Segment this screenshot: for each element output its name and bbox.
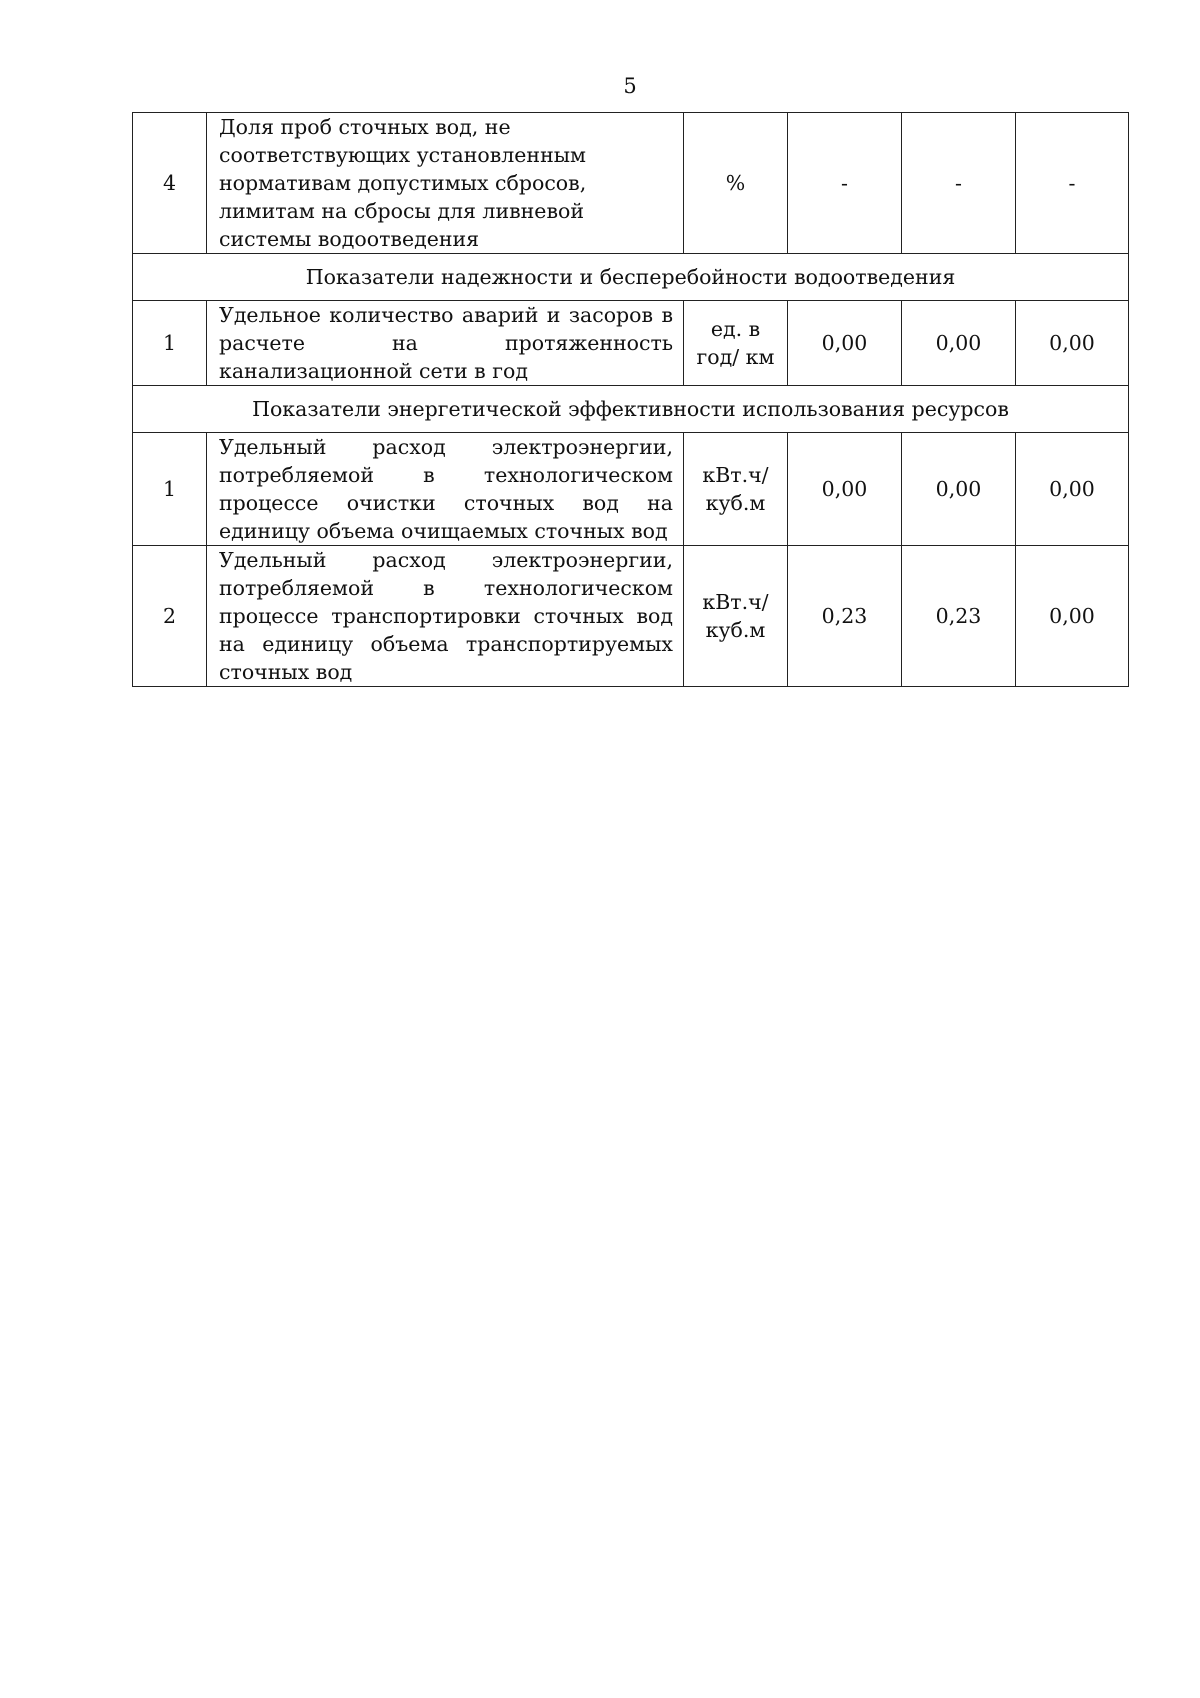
value-cell: 0,23 xyxy=(788,546,902,687)
unit-line: год/ км xyxy=(696,345,775,369)
indicator-description: Доля проб сточных вод, не соответствующих установленным нормативам допустимых сбросов, лимитам на сбросы для ливневой системы водоотведения xyxy=(207,113,684,254)
value-cell: 0,00 xyxy=(1016,433,1129,546)
row-number: 2 xyxy=(133,546,207,687)
indicator-description: Удельное количество аварий и засоров в расчете на протяженность канализационной сети в год xyxy=(207,301,684,386)
table-row xyxy=(133,301,1129,386)
page-number: 5 xyxy=(623,74,637,98)
value-cell: - xyxy=(902,113,1016,254)
indicator-description: Удельный расход электроэнергии, потребляемой в технологическом процессе очистки сточных вод на единицу объема очищаемых сточных вод xyxy=(207,433,684,546)
unit-line: кВт.ч/ xyxy=(702,463,769,487)
table-row xyxy=(133,113,1129,254)
row-number: 1 xyxy=(133,433,207,546)
indicators-table xyxy=(132,112,1129,687)
table-row xyxy=(133,433,1129,546)
unit-line: куб.м xyxy=(705,618,766,642)
value-cell: 0,00 xyxy=(1016,301,1129,386)
section-row xyxy=(133,386,1129,433)
unit-line: ед. в xyxy=(710,317,761,341)
value-cell: 0,00 xyxy=(788,433,902,546)
unit-cell xyxy=(684,433,788,546)
table-row xyxy=(133,546,1129,687)
value-cell: 0,00 xyxy=(902,433,1016,546)
unit-line: куб.м xyxy=(705,491,766,515)
unit-cell xyxy=(684,546,788,687)
value-cell: 0,00 xyxy=(902,301,1016,386)
value-cell: 0,00 xyxy=(1016,546,1129,687)
section-row xyxy=(133,254,1129,301)
row-number: 4 xyxy=(133,113,207,254)
unit-line: кВт.ч/ xyxy=(702,590,769,614)
unit-cell xyxy=(684,301,788,386)
indicator-description: Удельный расход электроэнергии, потребляемой в технологическом процессе транспортировки сточных вод на единицу объема транспортируемых сточных вод xyxy=(207,546,684,687)
value-cell: - xyxy=(1016,113,1129,254)
unit-cell: % xyxy=(684,113,788,254)
value-cell: 0,00 xyxy=(788,301,902,386)
section-title-energy: Показатели энергетической эффективности использования ресурсов xyxy=(133,386,1129,433)
section-title-reliability: Показатели надежности и бесперебойности водоотведения xyxy=(133,254,1129,301)
row-number: 1 xyxy=(133,301,207,386)
value-cell: - xyxy=(788,113,902,254)
value-cell: 0,23 xyxy=(902,546,1016,687)
